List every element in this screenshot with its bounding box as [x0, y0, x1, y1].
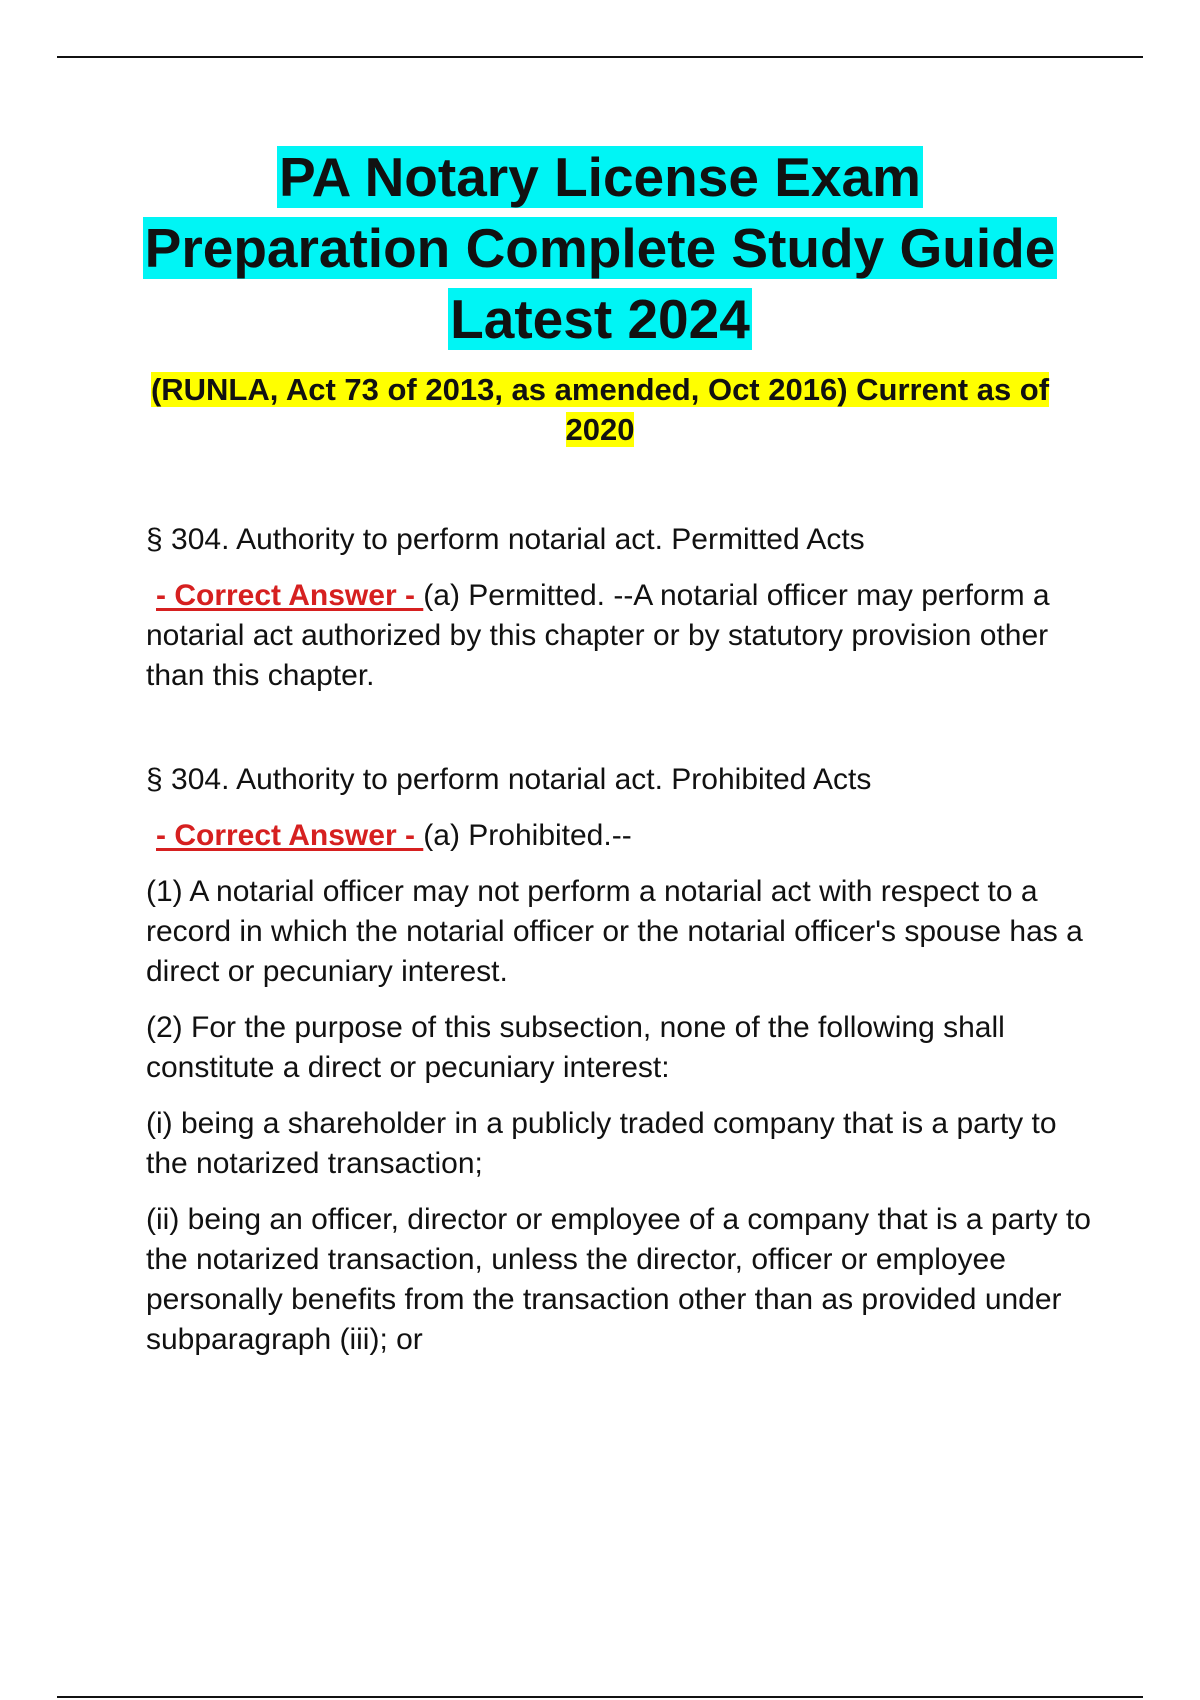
subtitle-line-1: (RUNLA, Act 73 of 2013, as amended, Oct 2016) Current as of [150, 372, 1050, 407]
answer-2-paragraph-1: (1) A notarial officer may not perform a notarial act with respect to a record in which the notarial officer or the notarial officer's spouse has a direct or pecuniary interest. [146, 875, 1083, 988]
answer-1-text: (a) Permitted. --A notarial officer may perform a notarial act authorized by this chapter or by statutory provision other than this chapter. [146, 579, 1050, 692]
answer-2-paragraph-2: (2) For the purpose of this subsection, none of the following shall constitute a direct or pecuniary interest: [146, 1011, 1005, 1084]
top-divider [57, 56, 1143, 58]
subtitle-line-2: 2020 [565, 412, 635, 447]
correct-answer-label-2: - Correct Answer - [156, 819, 424, 852]
answer-2 [146, 816, 1096, 856]
document-subtitle [120, 370, 1080, 450]
question-1: § 304. Authority to perform notarial act. Permitted Acts [146, 523, 865, 556]
title-line-2: Preparation Complete Study Guide [144, 217, 1056, 279]
document-body [146, 520, 1096, 1376]
document-title [100, 142, 1100, 355]
answer-1 [146, 576, 1096, 696]
correct-answer-label-1: - Correct Answer - [156, 579, 424, 612]
title-line-3: Latest 2024 [450, 288, 750, 350]
answer-2-paragraph-3: (i) being a shareholder in a publicly traded company that is a party to the notarized transaction; [146, 1107, 1057, 1180]
title-line-1: PA Notary License Exam [279, 146, 921, 208]
answer-2-paragraph-4: (ii) being an officer, director or employee of a company that is a party to the notarized transaction, unless the director, officer or employee personally benefits from the transaction other than as provided under subparagraph (iii); or [146, 1203, 1091, 1356]
bottom-divider [57, 1696, 1143, 1698]
answer-2-text: (a) Prohibited.-- [423, 819, 632, 852]
question-2: § 304. Authority to perform notarial act. Prohibited Acts [146, 763, 872, 796]
